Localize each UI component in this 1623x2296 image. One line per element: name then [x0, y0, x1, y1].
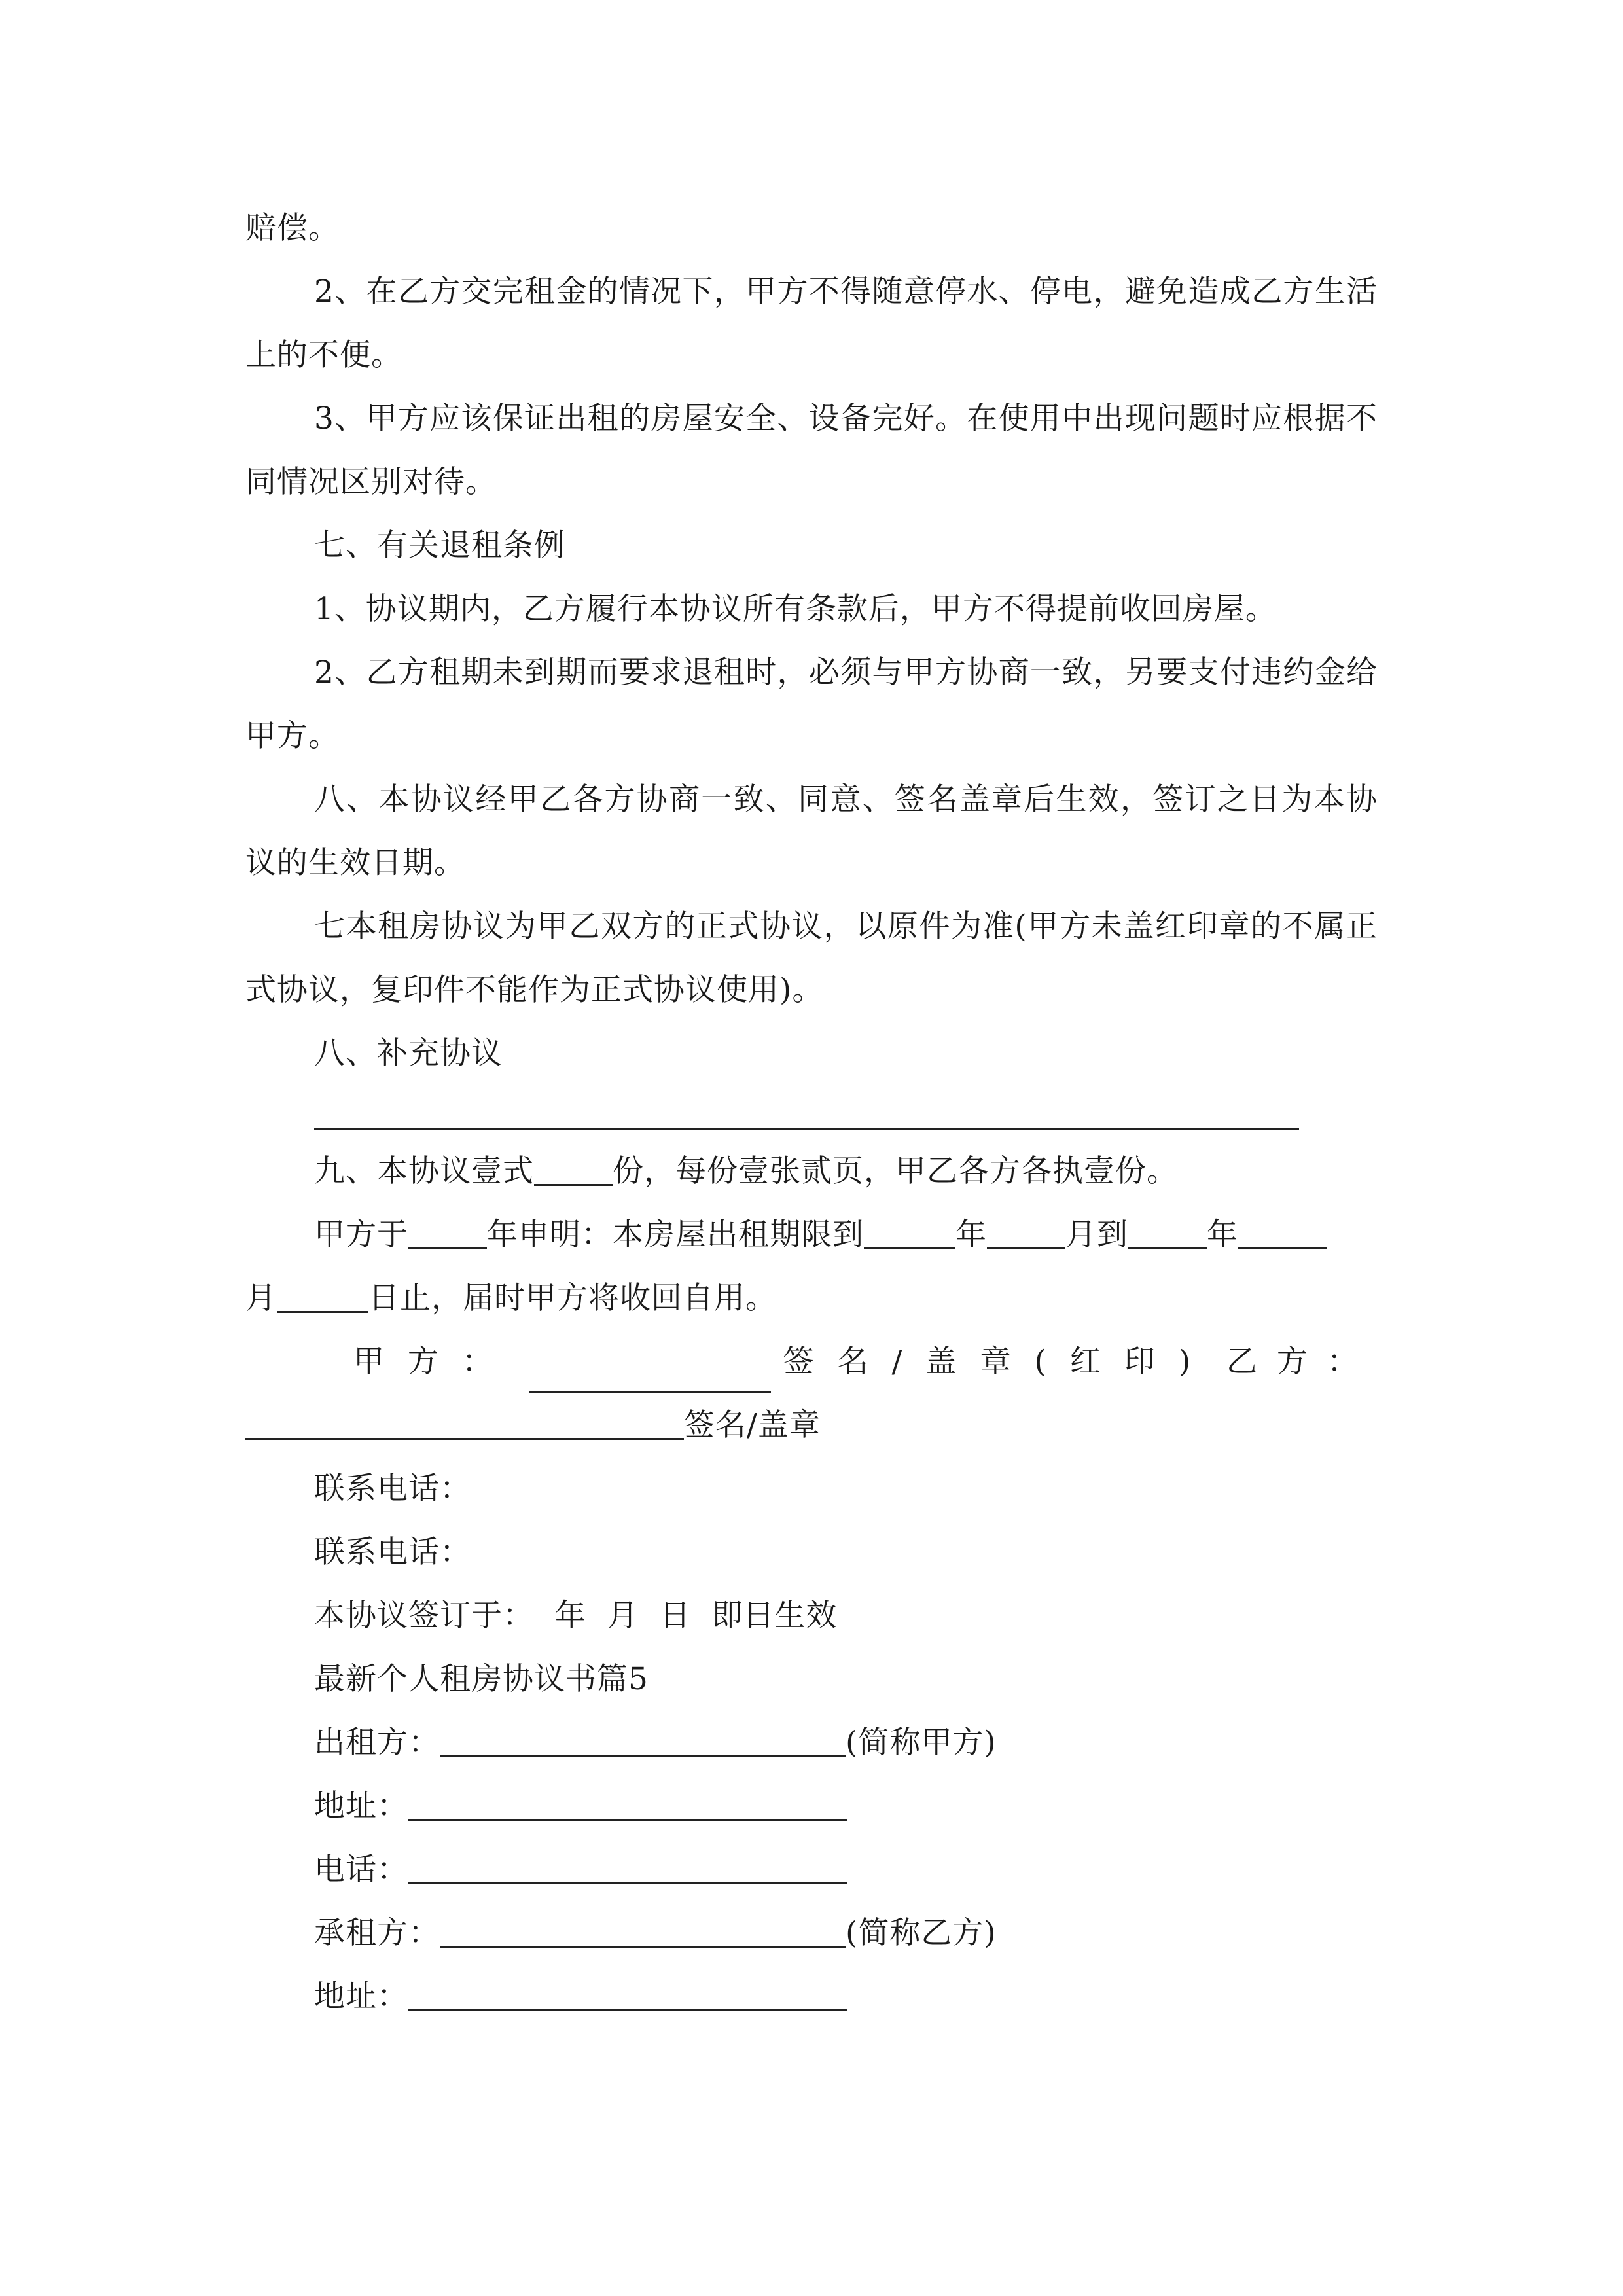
signature-row [245, 1330, 1378, 1393]
lessee-address-field [245, 1965, 1378, 2028]
lessee-label: 承租方： [314, 1915, 440, 1951]
copies-prefix: 九、本协议壹式 [314, 1153, 534, 1189]
signature-row-party-b [245, 1393, 1378, 1457]
lessee-input[interactable] [440, 1915, 846, 1948]
paragraph-effective: 八、本协议经甲乙各方协商一致、同意、签名盖章后生效，签订之日为本协议的生效日期。 [245, 781, 1378, 881]
supplementary-blank-line[interactable] [314, 1085, 1299, 1130]
party-a-sign-blank[interactable] [529, 1361, 771, 1393]
end-year-blank[interactable] [864, 1217, 955, 1249]
lessor-phone-input[interactable] [408, 1852, 847, 1884]
lessor-phone-field [245, 1838, 1378, 1901]
paragraph-official-agreement: 七本租房协议为甲乙双方的正式协议，以原件为准(甲方未盖红印章的不属正式协议，复印件不能作为正式协议使用)。 [245, 908, 1378, 1008]
statement-text: 年 [1207, 1217, 1238, 1253]
copies-count-blank[interactable] [534, 1153, 613, 1186]
lessee-address-input[interactable] [408, 1979, 847, 2011]
paragraph-lease-statement [245, 1203, 1378, 1330]
statement-text: 月到 [1065, 1217, 1128, 1253]
section-heading-supplementary: 八、补充协议 [314, 1035, 503, 1071]
party-a-sign-label: 签名/盖章(红印) [783, 1344, 1215, 1380]
lessor-field [245, 1711, 1378, 1774]
document-body [245, 196, 1378, 2028]
paragraph-early-termination: 2、乙方租期未到期而要求退租时，必须与甲方协商一致，另要支付违约金给甲方。 [245, 655, 1378, 754]
address-label: 地址： [314, 1788, 408, 1824]
phone-label: 电话： [314, 1852, 408, 1888]
paragraph-compensation: 赔偿。 [245, 210, 340, 246]
statement-text: 月 [245, 1280, 277, 1316]
address-label: 地址： [314, 1979, 408, 2015]
contact-phone-a: 联系电话： [314, 1471, 471, 1507]
party-b-sign-label: 签名/盖章 [684, 1407, 821, 1443]
contact-phone-b: 联系电话： [314, 1534, 471, 1570]
lessor-address-field [245, 1774, 1378, 1838]
paragraph-house-safety: 3、甲方应该保证出租的房屋安全、设备完好。在使用中出现问题时应根据不同情况区别对待。 [245, 401, 1378, 500]
paragraph-no-early-recall: 1、协议期内，乙方履行本协议所有条款后，甲方不得提前收回房屋。 [314, 591, 1277, 627]
to-year-blank[interactable] [1128, 1217, 1207, 1249]
party-b-label: 乙方： [1226, 1344, 1378, 1380]
lessor-alias: (简称甲方) [846, 1725, 997, 1761]
lessee-field [245, 1901, 1378, 1965]
statement-text: 日止，届时甲方将收回自用。 [368, 1280, 777, 1316]
to-day-blank[interactable] [277, 1280, 368, 1313]
end-month-blank[interactable] [987, 1217, 1065, 1249]
section-heading-termination: 七、有关退租条例 [314, 528, 565, 564]
statement-year-blank[interactable] [408, 1217, 487, 1249]
to-year-tail-blank[interactable] [1238, 1217, 1327, 1249]
lessor-input[interactable] [440, 1725, 846, 1757]
lessee-alias: (简称乙方) [846, 1915, 997, 1951]
party-b-sign-blank[interactable] [245, 1407, 684, 1440]
signing-date: 本协议签订于： 年 月 日 即日生效 [314, 1598, 838, 1634]
party-a-label: 甲方： [353, 1344, 516, 1380]
lessor-address-input[interactable] [408, 1788, 847, 1821]
statement-text: 甲方于 [314, 1217, 408, 1253]
section-title: 最新个人租房协议书篇5 [314, 1661, 649, 1697]
statement-text: 年 [955, 1217, 987, 1253]
lessor-label: 出租方： [314, 1725, 440, 1761]
paragraph-utilities: 2、在乙方交完租金的情况下，甲方不得随意停水、停电，避免造成乙方生活上的不便。 [245, 274, 1378, 373]
paragraph-copies [245, 1139, 1378, 1203]
statement-text: 年申明：本房屋出租期限到 [487, 1217, 864, 1253]
copies-suffix: 份，每份壹张贰页，甲乙各方各执壹份。 [613, 1153, 1178, 1189]
